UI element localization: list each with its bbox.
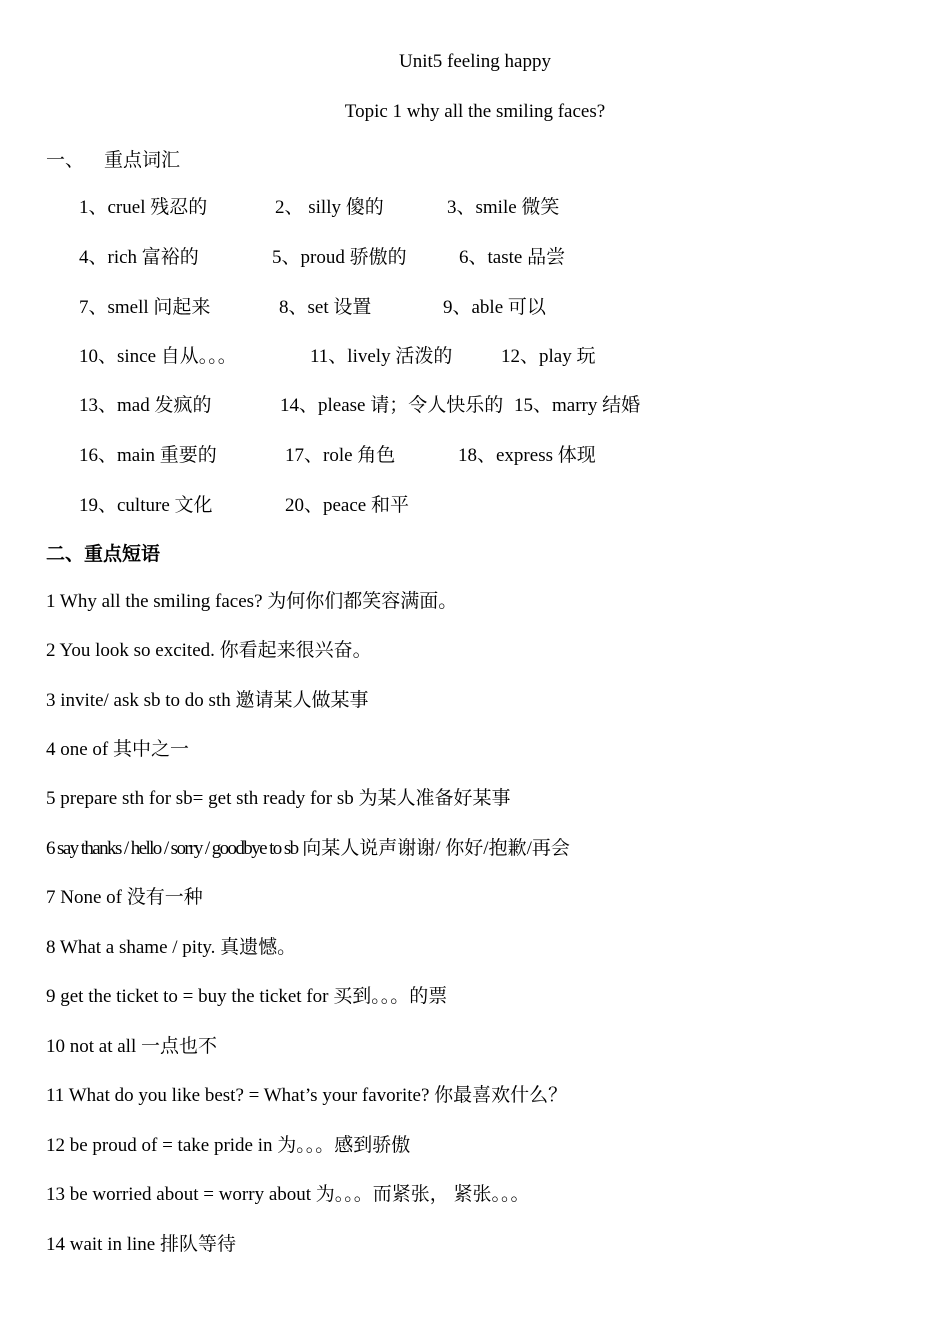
- phrase-item: 11 What do you like best? = What’s your favorite? 你最喜欢什么？: [46, 1085, 568, 1106]
- phrase-item: 2 You look so excited. 你看起来很兴奋。: [46, 640, 372, 661]
- vocab-item: 19、culture 文化: [79, 495, 213, 516]
- vocab-item: 5、proud 骄傲的: [272, 247, 407, 268]
- phrase-item: 4 one of 其中之一: [46, 739, 190, 760]
- vocab-item: 20、peace 和平: [285, 495, 409, 516]
- phrase-english: 6 say thanks / hello / sorry / goodbye to sb: [46, 838, 298, 859]
- phrase-item: 14 wait in line 排队等待: [46, 1234, 236, 1255]
- vocab-item: 1、cruel 残忍的: [79, 197, 208, 218]
- vocab-item: 14、please 请；令人快乐的: [280, 395, 504, 416]
- vocab-item: 16、main 重要的: [79, 445, 217, 466]
- vocab-item: 17、role 角色: [285, 445, 396, 466]
- vocab-item: 2、 silly 傻的: [275, 197, 384, 218]
- page-subtitle: Topic 1 why all the smiling faces?: [344, 101, 606, 122]
- vocab-item: 18、express 体现: [458, 445, 596, 466]
- vocab-item: 15、marry 结婚: [514, 395, 641, 416]
- vocab-item: 6、taste 品尝: [459, 247, 566, 268]
- vocab-item: 4、rich 富裕的: [79, 247, 199, 268]
- section-1-heading: 重点词汇: [104, 150, 181, 171]
- phrase-item: 1 Why all the smiling faces? 为何你们都笑容满面。: [46, 591, 458, 612]
- vocab-item: 13、mad 发疯的: [79, 395, 212, 416]
- phrase-item: 9 get the ticket to = buy the ticket for 买到。。。的票: [46, 986, 448, 1007]
- phrase-item: 13 be worried about = worry about 为。。。而紧张， 紧张。。。: [46, 1184, 530, 1205]
- section-1-number: 一、: [46, 150, 85, 171]
- phrase-item: 7 None of 没有一种: [46, 887, 203, 908]
- phrase-item: 3 invite/ ask sb to do sth 邀请某人做某事: [46, 690, 369, 711]
- vocab-item: 11、lively 活泼的: [310, 346, 453, 367]
- phrase-item: 8 What a shame / pity. 真遗憾。: [46, 937, 297, 958]
- section-2-heading: 二、重点短语: [46, 544, 161, 565]
- vocab-item: 3、smile 微笑: [447, 197, 560, 218]
- phrase-chinese: 向某人说声谢谢/ 你好/抱歉/再会: [297, 838, 570, 859]
- phrase-item: 10 not at all 一点也不: [46, 1036, 217, 1057]
- vocab-item: 7、smell 问起来: [79, 297, 211, 318]
- vocab-item: 12、play 玩: [501, 346, 596, 367]
- vocab-item: 8、set 设置: [279, 297, 372, 318]
- phrase-item: [46, 837, 570, 861]
- phrase-item: 5 prepare sth for sb= get sth ready for sb 为某人准备好某事: [46, 788, 511, 809]
- phrase-item: 12 be proud of = take pride in 为。。。感到骄傲: [46, 1135, 411, 1156]
- vocab-item: 10、since 自从。。。: [79, 346, 237, 367]
- vocab-item: 9、able 可以: [443, 297, 546, 318]
- page-title: Unit5 feeling happy: [399, 51, 551, 72]
